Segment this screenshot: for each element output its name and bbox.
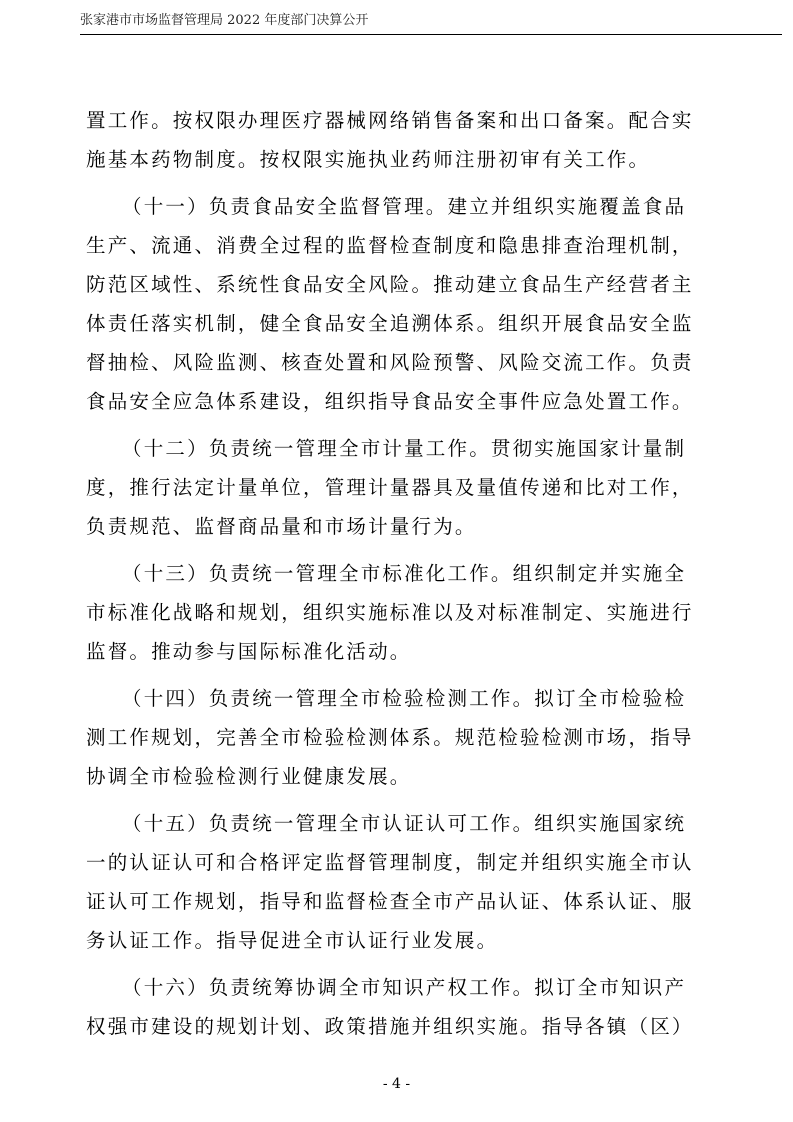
body-line: 负责规范、监督商品量和市场计量行为。 (86, 515, 477, 538)
document-header: 张家港市市场监督管理局 2022 年度部门决算公开 (80, 13, 369, 28)
body-line: 测工作规划，完善全市检验检测体系。规范检验检测市场，指导 (86, 726, 694, 749)
body-line: 监督。推动参与国际标准化活动。 (86, 640, 412, 663)
body-line: 防范区域性、系统性食品安全风险。推动建立食品生产经营者主 (86, 273, 694, 296)
body-line: 权强市建设的规划计划、政策措施并组织实施。指导各镇（区） (86, 1015, 694, 1038)
body-line: 施基本药物制度。按权限实施执业药师注册初审有关工作。 (86, 148, 651, 171)
body-line: 务认证工作。指导促进全市认证行业发展。 (86, 929, 499, 952)
body-line: 一的认证认可和合格评定监督管理制度，制定并组织实施全市认 (86, 851, 694, 874)
body-line: 度，推行法定计量单位，管理计量器具及量值传递和比对工作， (86, 476, 694, 499)
paragraph-start-line: （十三）负责统一管理全市标准化工作。组织制定并实施全 (122, 562, 687, 585)
body-line: 食品安全应急体系建设，组织指导食品安全事件应急处置工作。 (86, 390, 694, 413)
body-line: 协调全市检验检测行业健康发展。 (86, 765, 412, 788)
body-line: 体责任落实机制，健全食品安全追溯体系。组织开展食品安全监 (86, 312, 694, 335)
body-line: 置工作。按权限办理医疗器械网络销售备案和出口备案。配合实 (86, 109, 694, 132)
body-line: 生产、流通、消费全过程的监督检查制度和隐患排查治理机制， (86, 234, 694, 257)
paragraph-start-line: （十二）负责统一管理全市计量工作。贯彻实施国家计量制 (122, 437, 687, 460)
body-line: 市标准化战略和规划，组织实施标准以及对标准制定、实施进行 (86, 601, 694, 624)
paragraph-start-line: （十一）负责食品安全监督管理。建立并组织实施覆盖食品 (122, 195, 687, 218)
paragraph-start-line: （十五）负责统一管理全市认证认可工作。组织实施国家统 (122, 812, 687, 835)
paragraph-start-line: （十六）负责统筹协调全市知识产权工作。拟订全市知识产 (122, 976, 687, 999)
page-number: - 4 - (382, 1076, 411, 1092)
body-line: 证认可工作规划，指导和监督检查全市产品认证、体系认证、服 (86, 890, 694, 913)
body-line: 督抽检、风险监测、核查处置和风险预警、风险交流工作。负责 (86, 351, 694, 374)
paragraph-start-line: （十四）负责统一管理全市检验检测工作。拟订全市检验检 (122, 687, 687, 710)
